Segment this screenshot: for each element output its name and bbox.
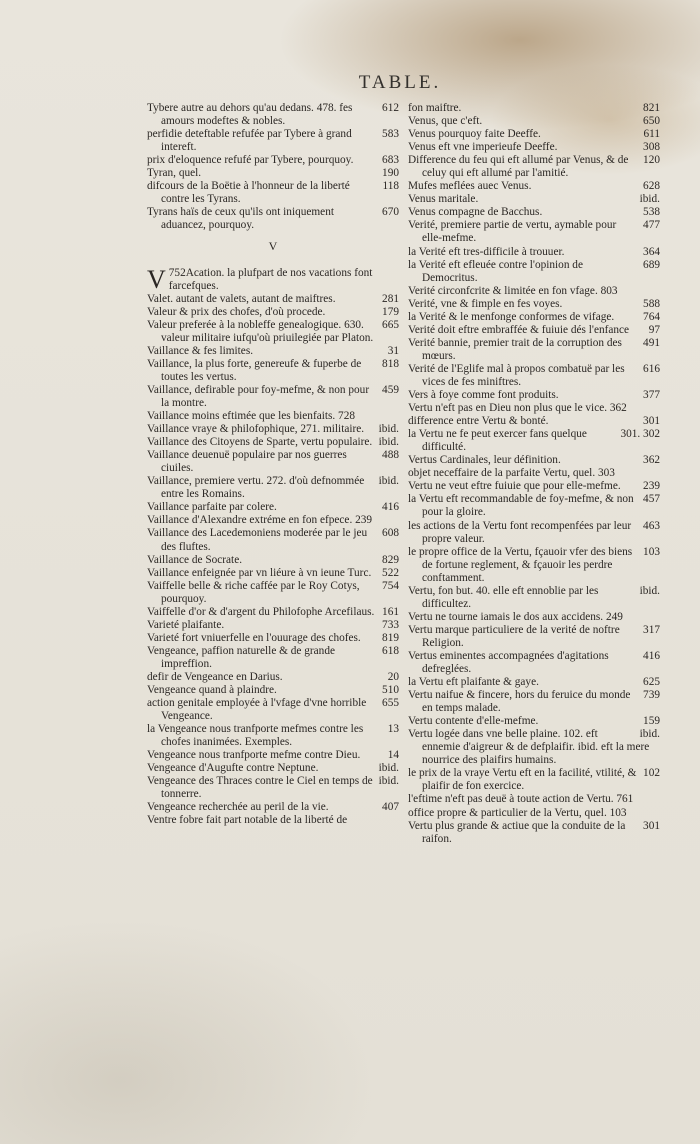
index-entry — [408, 715, 660, 728]
entry-text: Vertu plus grande & actiue que la conduite de la raifon. — [408, 819, 626, 845]
entry-text: Vers à foye comme font produits. — [408, 389, 559, 402]
index-entry — [408, 402, 660, 415]
index-entry — [147, 358, 399, 384]
entry-text: Vaillance & fes limites. — [147, 344, 254, 357]
entry-page: 161 — [382, 605, 399, 618]
entry-page: 608 — [382, 527, 399, 540]
index-entry — [408, 154, 660, 180]
entry-text: Ventre fobre fait part notable de la liberté de — [147, 814, 348, 827]
entry-page: 655 — [382, 697, 399, 710]
entry-text: Vertu, fon but. 40. elle eft ennoblie par les difficultez. — [408, 584, 599, 610]
index-entry — [147, 554, 399, 567]
entry-text: l'eftime n'eft pas deuë à toute action de Vertu. 761 — [408, 793, 634, 806]
entry-text: Vaillance de Socrate. — [147, 553, 243, 566]
entry-page: ibid. — [378, 436, 399, 449]
index-entry — [408, 128, 660, 141]
index-entry — [408, 180, 660, 193]
index-entry — [408, 820, 660, 846]
entry-text: la Verité eft tres-difficile à trouuer. — [408, 245, 565, 258]
entry-text: Vaillance, premiere vertu. 272. d'où defnommée entre les Romains. — [147, 475, 365, 501]
entry-page: 764 — [643, 310, 660, 323]
index-entry — [147, 102, 399, 128]
entry-page: 618 — [382, 644, 399, 657]
index-entry — [147, 154, 399, 167]
entry-text: difference entre Vertu & bonté. — [408, 415, 549, 428]
entry-page: 14 — [387, 749, 399, 762]
entry-text: Vertu naifue & fincere, hors du feruice du monde en temps malade. — [408, 689, 631, 715]
entry-page: 416 — [382, 501, 399, 514]
entry-text: Vaiffelle d'or & d'argent du Philofophe Arcefilaus. — [147, 605, 375, 618]
entry-text: la Verité & le menfonge conformes de vifage. — [408, 310, 615, 323]
index-entry — [147, 306, 399, 319]
dropcap-letter: V — [147, 264, 166, 294]
entry-page: 281 — [382, 292, 399, 305]
entry-page: 583 — [382, 128, 399, 141]
index-entry — [147, 180, 399, 206]
entry-text: les actions de la Vertu font recompenfées par leur propre valeur. — [408, 519, 632, 545]
entry-page: 819 — [382, 631, 399, 644]
index-entry — [147, 775, 399, 801]
entry-page: 752 — [168, 266, 186, 279]
entry-text: Vaillance d'Alexandre extréme en fon efpece. 239 — [147, 514, 373, 527]
entry-page: ibid. — [378, 423, 399, 436]
index-entry — [408, 311, 660, 324]
entry-text: Vaiffelle belle & riche caffée par le Roy Cotys, pourquoy. — [147, 579, 360, 605]
index-entry — [408, 467, 660, 480]
entry-text: Vaillance des Citoyens de Sparte, vertu populaire. — [147, 436, 373, 449]
index-entry — [147, 671, 399, 684]
entry-text: Varieté fort vniuerfelle en l'ouurage des chofes. — [147, 631, 361, 644]
entry-text: Vaillance vraye & philofophique, 271. militaire. — [147, 423, 365, 436]
entry-text: Vertu ne tourne iamais le dos aux accidens. 249 — [408, 610, 623, 623]
entry-text: Vaillance, la plus forte, genereufe & fuperbe de toutes les vertus. — [147, 357, 362, 383]
entry-page: ibid. — [639, 193, 660, 206]
entry-page: 491 — [643, 336, 660, 349]
entry-text: Venus pourquoy faite Deeffe. — [408, 128, 541, 141]
entry-text: Vengeance d'Augufte contre Neptune. — [147, 762, 319, 775]
index-entry — [147, 632, 399, 645]
index-entry — [147, 167, 399, 180]
index-entry — [147, 293, 399, 306]
section-letter: V — [268, 239, 278, 254]
entry-page: 463 — [643, 519, 660, 532]
index-entry — [147, 749, 399, 762]
entry-text: la Vertu eft plaifante & gaye. — [408, 676, 539, 689]
index-entry — [408, 650, 660, 676]
entry-text: prix d'eloquence refufé par Tybere, pourquoy. — [147, 154, 354, 167]
entry-text: la Vertu ne fe peut exercer fans quelque difficulté. — [408, 428, 587, 454]
index-entry — [408, 807, 660, 820]
entry-text: Acation. la plufpart de nos vacations font farcefques. — [168, 266, 373, 292]
entry-page: ibid. — [378, 475, 399, 488]
index-entry — [408, 363, 660, 389]
entry-page: 301 — [643, 819, 660, 832]
entry-text: Vaillance, defirable pour foy-mefme, & non pour la montre. — [147, 383, 370, 409]
entry-page: 102 — [643, 767, 660, 780]
entry-text: Vengeance nous tranfporte mefme contre Dieu. — [147, 749, 361, 762]
entry-text: Verité circonfcrite & limitée en fon vfage. 803 — [408, 284, 618, 297]
entry-text: Valet. autant de valets, autant de maiftres. — [147, 292, 336, 305]
index-entry — [147, 527, 399, 553]
entry-page: 588 — [643, 297, 660, 310]
entry-text: Vaillance moins eftimée que les bienfaits. 728 — [147, 410, 355, 423]
index-entry — [408, 546, 660, 585]
entry-text: Vaillance parfaite par colere. — [147, 501, 277, 514]
index-entry — [147, 475, 399, 501]
index-entry — [147, 345, 399, 358]
entry-page: 670 — [382, 206, 399, 219]
index-entry — [147, 410, 399, 423]
entry-page: 317 — [643, 623, 660, 636]
entry-page: 13 — [387, 723, 399, 736]
entry-text: Vertu logée dans vne belle plaine. 102. eft ennemie d'aigreur & de defplaifir. ibid. eft la mere nourrice des plaifirs humains. — [408, 728, 650, 767]
index-entry — [147, 723, 399, 749]
entry-text: fon maiftre. — [408, 102, 462, 114]
entry-page: 190 — [382, 167, 399, 180]
entry-text: Vengeance des Thraces contre le Ciel en temps de tonnerre. — [147, 775, 373, 801]
entry-page: 488 — [382, 449, 399, 462]
entry-page: 416 — [643, 649, 660, 662]
index-entry — [147, 697, 399, 723]
entry-text: action genitale employée à l'vfage d'vne horrible Vengeance. — [147, 697, 367, 723]
entry-page: 179 — [382, 305, 399, 318]
entry-text: Tyran, quel. — [147, 167, 202, 180]
entry-page: 457 — [643, 493, 660, 506]
index-entry — [147, 580, 399, 606]
entry-page: 510 — [382, 684, 399, 697]
entry-text: Difference du feu qui eft allumé par Venus, & de celuy qui eft allumé par l'amitié. — [408, 154, 629, 180]
entry-page: 308 — [643, 141, 660, 154]
left-entries-after — [147, 293, 399, 828]
index-entry-dropcap — [147, 264, 399, 294]
entry-page: 650 — [643, 115, 660, 128]
index-entry — [408, 193, 660, 206]
entry-text: Vaillance deuenuë populaire par nos guerres ciuiles. — [147, 449, 347, 475]
entry-page: 683 — [382, 154, 399, 167]
index-entry — [408, 324, 660, 337]
index-entry — [147, 684, 399, 697]
entry-text: la Verité eft efleuée contre l'opinion de Democritus. — [408, 258, 583, 284]
entry-text: Valeur & prix des chofes, d'où procede. — [147, 305, 326, 318]
entry-page: 818 — [382, 357, 399, 370]
entry-text: Valeur preferée à la nobleffe genealogique. 630. valeur militaire iufqu'où priuilegiée par Platon. — [147, 318, 374, 344]
index-entry — [408, 480, 660, 493]
index-entry — [147, 319, 399, 345]
index-entry — [147, 514, 399, 527]
index-entry — [408, 611, 660, 624]
entry-page: ibid. — [639, 584, 660, 597]
index-entry — [408, 428, 660, 454]
index-entry — [147, 501, 399, 514]
entry-page: 364 — [643, 245, 660, 258]
right-column — [408, 102, 660, 846]
entry-page: 459 — [382, 383, 399, 396]
entry-text: le propre office de la Vertu, fçauoir vfer des biens de fortune reglement, & fçauoir les perdre conftamment. — [408, 545, 633, 584]
entry-page: 120 — [643, 154, 660, 167]
entry-text: defir de Vengeance en Darius. — [147, 670, 283, 683]
entry-page: 103 — [643, 545, 660, 558]
index-entry — [408, 676, 660, 689]
entry-text: Varieté plaifante. — [147, 618, 225, 631]
index-entry — [408, 767, 660, 793]
entry-text: la Vengeance nous tranfporte mefmes contre les chofes inanimées. Exemples. — [147, 723, 364, 749]
index-entry — [408, 389, 660, 402]
index-entry — [408, 689, 660, 715]
entry-text: Venus, que c'eft. — [408, 115, 483, 128]
entry-text: Vaillance des Lacedemoniens moderée par le jeu des fluftes. — [147, 527, 368, 553]
index-entry — [408, 285, 660, 298]
entry-text: Vengeance, paffion naturelle & de grande impreffion. — [147, 644, 335, 670]
index-entry — [408, 520, 660, 546]
index-entry — [147, 645, 399, 671]
index-entry — [147, 801, 399, 814]
entry-text: Verité, premiere partie de vertu, aymable pour elle-mefme. — [408, 219, 617, 245]
entry-text: Venus maritale. — [408, 193, 479, 206]
index-entry — [147, 206, 399, 232]
entry-text: office propre & particulier de la Vertu, quel. 103 — [408, 806, 627, 819]
entry-page: 301 — [643, 415, 660, 428]
index-entry — [408, 728, 660, 767]
index-entry — [147, 606, 399, 619]
index-entry — [147, 567, 399, 580]
entry-text: Vertu contente d'elle-mefme. — [408, 715, 539, 728]
entry-page: 159 — [643, 715, 660, 728]
entry-page: 407 — [382, 801, 399, 814]
entry-page: ibid. — [378, 762, 399, 775]
index-entry — [408, 415, 660, 428]
index-entry — [408, 337, 660, 363]
entry-page: 611 — [643, 128, 660, 141]
running-head: TABLE. — [358, 72, 442, 93]
entry-page: ibid. — [378, 775, 399, 788]
index-entry — [408, 793, 660, 806]
entry-text: Verité doit eftre embraffée & fuiuie dés l'enfance — [408, 323, 630, 336]
entry-page: 538 — [643, 206, 660, 219]
index-entry — [147, 384, 399, 410]
entry-text: Venus compagne de Bacchus. — [408, 206, 543, 219]
right-entries — [408, 102, 660, 846]
entry-page: 362 — [643, 454, 660, 467]
entry-page: 31 — [387, 344, 399, 357]
entry-page: 625 — [643, 676, 660, 689]
index-entry — [408, 102, 660, 115]
index-entry — [408, 259, 660, 285]
entry-page: 118 — [382, 180, 399, 193]
entry-text: difcours de la Boëtie à l'honneur de la liberté contre les Tyrans. — [147, 180, 350, 206]
entry-page: 20 — [387, 670, 399, 683]
entry-text: Verité, vne & fimple en fes voyes. — [408, 297, 563, 310]
entry-text: Vengeance recherchée au peril de la vie. — [147, 801, 329, 814]
index-entry — [147, 436, 399, 449]
entry-text: objet neceffaire de la parfaite Vertu, quel. 303 — [408, 467, 615, 480]
index-entry — [147, 814, 399, 827]
index-entry — [408, 493, 660, 519]
index-entry — [408, 585, 660, 611]
entry-page: 628 — [643, 180, 660, 193]
index-entry — [147, 619, 399, 632]
index-entry — [147, 423, 399, 436]
index-entry — [147, 449, 399, 475]
entry-page: 739 — [643, 689, 660, 702]
entry-text: Vaillance enfeignée par vn liéure à vn ieune Turc. — [147, 566, 372, 579]
left-column — [147, 102, 399, 828]
index-entry — [408, 206, 660, 219]
entry-page: 821 — [643, 102, 660, 114]
entry-text: Vertus eminentes accompagnées d'agitations defreglées. — [408, 649, 609, 676]
entry-page: 754 — [382, 579, 399, 592]
entry-text: Mufes meflées auec Venus. — [408, 180, 532, 193]
entry-page: 689 — [643, 258, 660, 271]
entry-text: Vertu ne veut eftre fuiuie que pour elle-mefme. — [408, 480, 621, 493]
entry-page: 301. 302 — [620, 428, 660, 441]
entry-text: Vertu n'eft pas en Dieu non plus que le vice. 362 — [408, 402, 627, 415]
entry-text: Venus eft vne imperieufe Deeffe. — [408, 141, 558, 154]
entry-text: la Vertu eft recommandable de foy-mefme, & non pour la gloire. — [408, 493, 634, 519]
entry-text: Verité de l'Eglife mal à propos combatuë par les vices de fes miniftres. — [408, 362, 625, 388]
entry-page: 477 — [643, 219, 660, 232]
index-entry — [408, 219, 660, 245]
index-entry — [408, 298, 660, 311]
entry-page: 665 — [382, 318, 399, 331]
entry-text: Tybere autre au dehors qu'au dedans. 478. fes amours modeftes & nobles. — [147, 102, 353, 128]
entry-page: ibid. — [639, 728, 660, 741]
index-entry — [408, 141, 660, 154]
left-entries-before — [147, 102, 399, 232]
entry-text: Tyrans haïs de ceux qu'ils ont iniquement aduancez, pourquoy. — [147, 206, 334, 232]
entry-text: Vertus Cardinales, leur définition. — [408, 454, 561, 467]
index-entry — [408, 454, 660, 467]
entry-page: 377 — [643, 389, 660, 402]
index-entry — [408, 246, 660, 259]
index-entry — [147, 762, 399, 775]
entry-text: Vertu marque particuliere de la verité de noftre Religion. — [408, 623, 620, 649]
entry-page: 97 — [648, 323, 660, 336]
entry-page: 612 — [382, 102, 399, 114]
index-entry — [408, 624, 660, 650]
index-entry — [147, 128, 399, 154]
entry-page: 522 — [382, 566, 399, 579]
entry-page: 733 — [382, 618, 399, 631]
entry-text: Verité bannie, premier trait de la corruption des mœurs. — [408, 336, 622, 362]
entry-page: 616 — [643, 362, 660, 375]
entry-text: le prix de la vraye Vertu eft en la facilité, vtilité, & plaifir de fon exercice. — [408, 767, 637, 793]
entry-text: perfidie deteftable refufée par Tybere à grand intereft. — [147, 128, 352, 154]
entry-page: 239 — [643, 480, 660, 493]
index-entry — [408, 115, 660, 128]
entry-text: Vengeance quand à plaindre. — [147, 684, 277, 697]
entry-page: 829 — [382, 553, 399, 566]
